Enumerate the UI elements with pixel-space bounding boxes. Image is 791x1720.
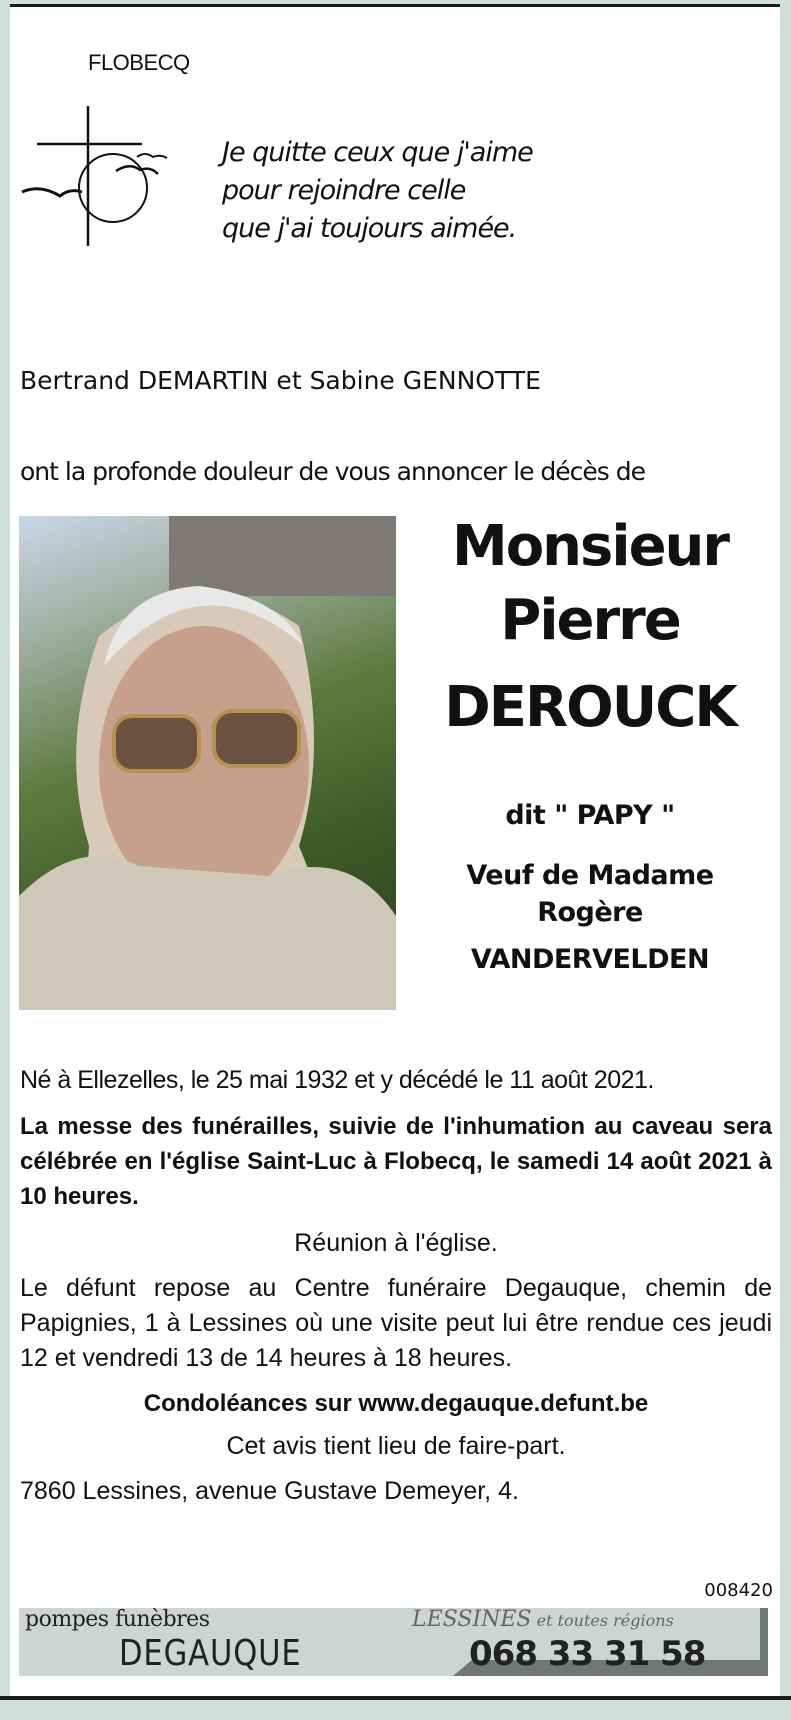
banner-brand: DEGAUQUE [119, 1633, 302, 1674]
poem-line: pour rejoindre celle [222, 175, 466, 206]
banner-city: LESSINES [412, 1607, 532, 1632]
portrait-image [19, 516, 396, 1010]
birth-death-info: Né à Ellezelles, le 25 mai 1932 et y décédé le 11 août 2021. [20, 1066, 654, 1094]
banner-phone[interactable]: 068 33 31 58 [469, 1634, 706, 1674]
announcement-intro: ont la profonde douleur de vous annoncer le décès de [20, 457, 646, 486]
funeral-mass-info: La messe des funérailles, suivie de l'inhumation au caveau sera célébrée en l'église Saint-Luc à Flobecq, le samedi 14 août 2021 à 10 heures. [20, 1113, 772, 1210]
deceased-title: Monsieur [451, 514, 729, 579]
poem-line: que j'ai toujours aimée. [222, 213, 517, 244]
deceased-last-name: DEROUCK [444, 675, 736, 740]
meeting-info: Réunion à l'église. [294, 1229, 498, 1257]
widow-line: VANDERVELDEN [470, 944, 710, 975]
visit-info: Le défunt repose au Centre funéraire Degauque, chemin de Papignies, 1 à Lessines où une visite peut lui être rendue ces jeudi 12 et vendredi 13 de 14 heures à 18 heures. [20, 1274, 772, 1372]
notice-text: Cet avis tient lieu de faire-part. [226, 1432, 566, 1460]
details-section [20, 1063, 772, 1509]
bottom-border [0, 1696, 791, 1720]
town-name: FLOBECQ [88, 50, 190, 75]
cross-sun-birds-icon [20, 104, 170, 246]
deceased-first-name: Pierre [500, 588, 680, 653]
widow-line: Veuf de Madame [466, 860, 714, 891]
address: 7860 Lessines, avenue Gustave Demeyer, 4. [20, 1477, 519, 1505]
reference-number: 008420 [704, 1580, 773, 1601]
banner-regions: et toutes régions [536, 1611, 674, 1630]
funeral-home-banner [19, 1608, 768, 1676]
poem-line: Je quitte ceux que j'aime [222, 137, 533, 168]
deceased-photo [19, 516, 396, 1010]
banner-tagline: pompes funèbres [25, 1607, 210, 1632]
condolences-link[interactable]: Condoléances sur www.degauque.defunt.be [143, 1390, 649, 1417]
banner-region [412, 1608, 674, 1633]
deceased-nickname: dit " PAPY " [505, 800, 675, 831]
widow-line: Rogère [537, 897, 643, 928]
family-names: Bertrand DEMARTIN et Sabine GENNOTTE [20, 366, 541, 395]
